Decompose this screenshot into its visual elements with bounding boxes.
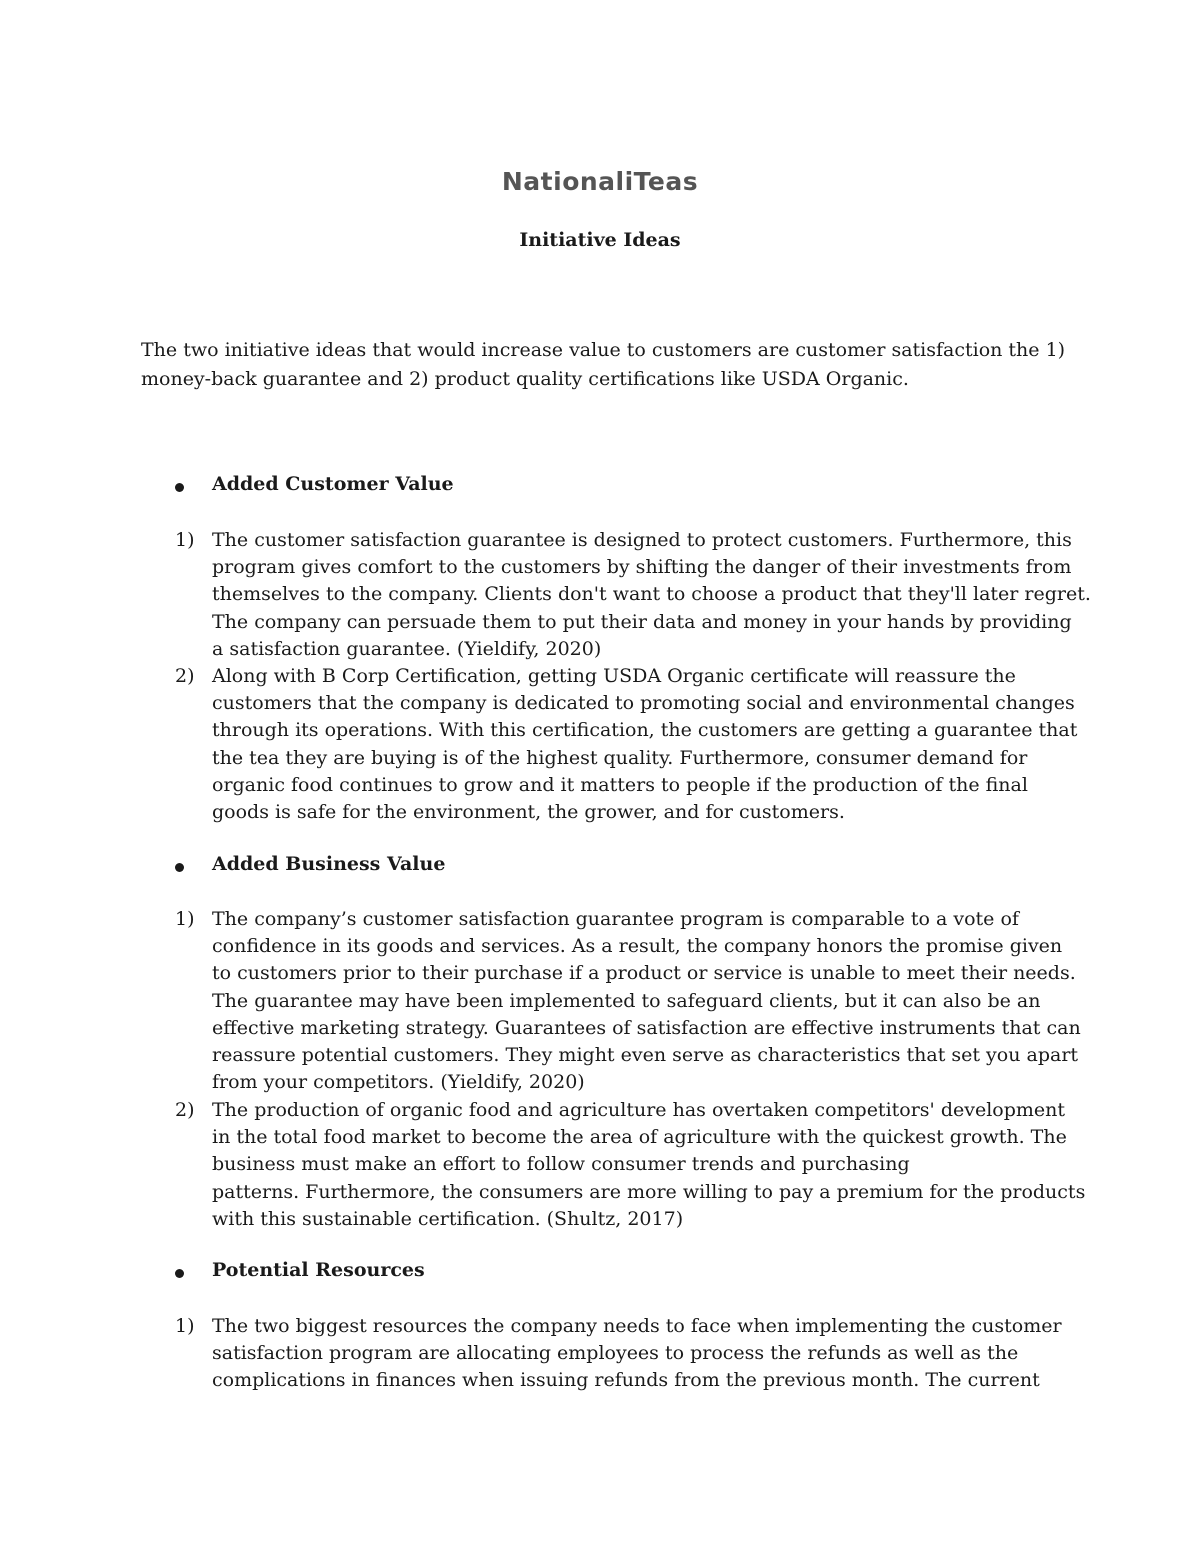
intro-line: The two initiative ideas that would increase value to customers are customer satisfaction the 1) [141, 339, 1066, 361]
text-line: effective marketing strategy. Guarantees of satisfaction are effective instruments that can [212, 1016, 1081, 1039]
text-line: to customers prior to their purchase if a product or service is unable to meet their needs. [212, 962, 1076, 985]
text-line: a satisfaction guarantee. (Yieldify, 2020) [212, 637, 602, 660]
text-line: customers that the company is dedicated to promoting social and environmental changes [212, 692, 1075, 715]
list-item-number: 1) [175, 529, 195, 551]
text-line: The customer satisfaction guarantee is designed to protect customers. Furthermore, this [212, 529, 1072, 551]
list-item-text [212, 527, 1092, 663]
text-line: the tea they are buying is of the highest quality. Furthermore, consumer demand for [212, 746, 1028, 769]
text-line: organic food continues to grow and it matters to people if the production of the final [212, 773, 1028, 796]
list-item-number: 2) [175, 1099, 195, 1121]
list-item-text [212, 1313, 1092, 1395]
text-line: in the total food market to become the area of agriculture with the quickest growth. The [212, 1126, 1067, 1149]
list-item-text [212, 663, 1092, 826]
text-line: business must make an effort to follow consumer trends and purchasing [212, 1153, 910, 1176]
text-line: with this sustainable certification. (Shultz, 2017) [212, 1207, 684, 1230]
text-line: themselves to the company. Clients don't want to choose a product that they'll later regret. [212, 583, 1091, 606]
list-item-number: 1) [175, 1315, 195, 1337]
section-heading-label: Potential Resources [212, 1259, 425, 1281]
list-item-text [212, 1097, 1092, 1233]
text-line: The production of organic food and agriculture has overtaken competitors' development [212, 1099, 1066, 1121]
text-line: complications in finances when issuing refunds from the previous month. The current [212, 1369, 1040, 1392]
text-line: The guarantee may have been implemented to safeguard clients, but it can also be an [212, 989, 1041, 1012]
text-line: The company can persuade them to put their data and money in your hands by providing [212, 610, 1072, 633]
list-item-number: 1) [175, 908, 195, 930]
bullet-icon [175, 1269, 184, 1278]
text-line: Along with B Corp Certification, getting USDA Organic certificate will reassure the [212, 665, 1016, 687]
text-line: patterns. Furthermore, the consumers are more willing to pay a premium for the products [212, 1180, 1086, 1203]
text-line: from your competitors. (Yieldify, 2020) [212, 1071, 585, 1094]
text-line: The company’s customer satisfaction guarantee program is comparable to a vote of [212, 908, 1019, 930]
bullet-icon [175, 483, 184, 492]
text-line: program gives comfort to the customers by shifting the danger of their investments from [212, 556, 1072, 579]
section-heading-label: Added Business Value [212, 853, 446, 875]
document-subtitle: Initiative Ideas [519, 229, 681, 251]
list-item-text [212, 906, 1092, 1096]
section-heading-label: Added Customer Value [212, 473, 454, 495]
text-line: satisfaction program are allocating employees to process the refunds as well as the [212, 1342, 1019, 1365]
text-line: goods is safe for the environment, the grower, and for customers. [212, 801, 845, 824]
text-line: through its operations. With this certification, the customers are getting a guarantee that [212, 719, 1078, 742]
intro-line: money-back guarantee and 2) product quality certifications like USDA Organic. [141, 368, 909, 390]
text-line: confidence in its goods and services. As a result, the company honors the promise given [212, 935, 1063, 958]
text-line: reassure potential customers. They might even serve as characteristics that set you apart [212, 1044, 1079, 1067]
intro-paragraph [141, 336, 1081, 394]
bullet-icon [175, 863, 184, 872]
list-item-number: 2) [175, 665, 195, 687]
text-line: The two biggest resources the company needs to face when implementing the customer [212, 1315, 1062, 1337]
document-title: NationaliTeas [501, 167, 699, 196]
